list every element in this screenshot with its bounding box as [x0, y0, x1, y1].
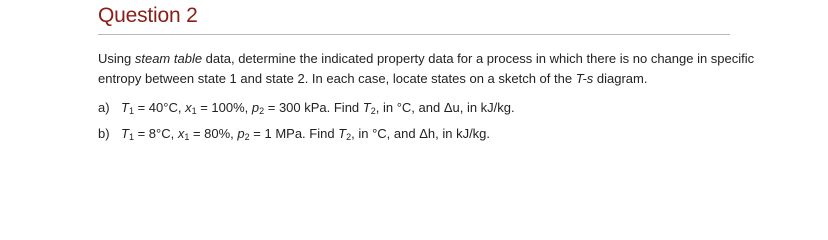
- statement-emphasis-steam-table: steam table: [134, 51, 203, 66]
- subscript: 1: [128, 132, 134, 142]
- value-text: = 40°C,: [133, 100, 186, 115]
- value-text: = 100%,: [196, 100, 252, 115]
- var-t2: T: [338, 126, 347, 141]
- var-x1: x: [185, 100, 192, 115]
- value-text: = 300 kPa. Find: [264, 100, 363, 115]
- value-text: = 8°C,: [133, 126, 178, 141]
- question-title: Question 2: [98, 4, 198, 27]
- subscript: 1: [184, 132, 190, 142]
- statement-emphasis-ts: T-s: [575, 71, 594, 86]
- var-t2: T: [362, 100, 371, 115]
- value-text: = 80%,: [189, 126, 238, 141]
- subscript: 2: [244, 132, 250, 142]
- list-item-a: [98, 100, 515, 115]
- value-text: , in °C, and Δh, in kJ/kg.: [351, 126, 491, 141]
- subscript: 2: [259, 106, 265, 116]
- subscript: 2: [346, 132, 352, 142]
- statement-text-1: Using: [98, 51, 135, 66]
- var-p2: p: [237, 126, 245, 141]
- value-text: = 1 MPa. Find: [249, 126, 339, 141]
- list-marker: a): [98, 100, 110, 115]
- subscript: 2: [370, 106, 376, 116]
- problem-statement: [98, 49, 758, 89]
- subscript: 1: [191, 106, 197, 116]
- statement-text-3: diagram.: [593, 71, 648, 86]
- var-x1: x: [177, 126, 185, 141]
- subscript: 1: [128, 106, 134, 116]
- var-t1: T: [121, 126, 129, 141]
- title-divider: [98, 34, 730, 35]
- list-item-b: [98, 126, 490, 141]
- var-p2: p: [251, 100, 260, 115]
- list-marker: b): [98, 126, 110, 141]
- value-text: , in °C, and Δu, in kJ/kg.: [375, 100, 515, 115]
- var-t1: T: [121, 100, 129, 115]
- statement-text-2: data, determine the indicated property data for a process in which there is no change in specific entropy between state 1 and state 2. In each case, locate states on a sketch of the: [98, 51, 755, 86]
